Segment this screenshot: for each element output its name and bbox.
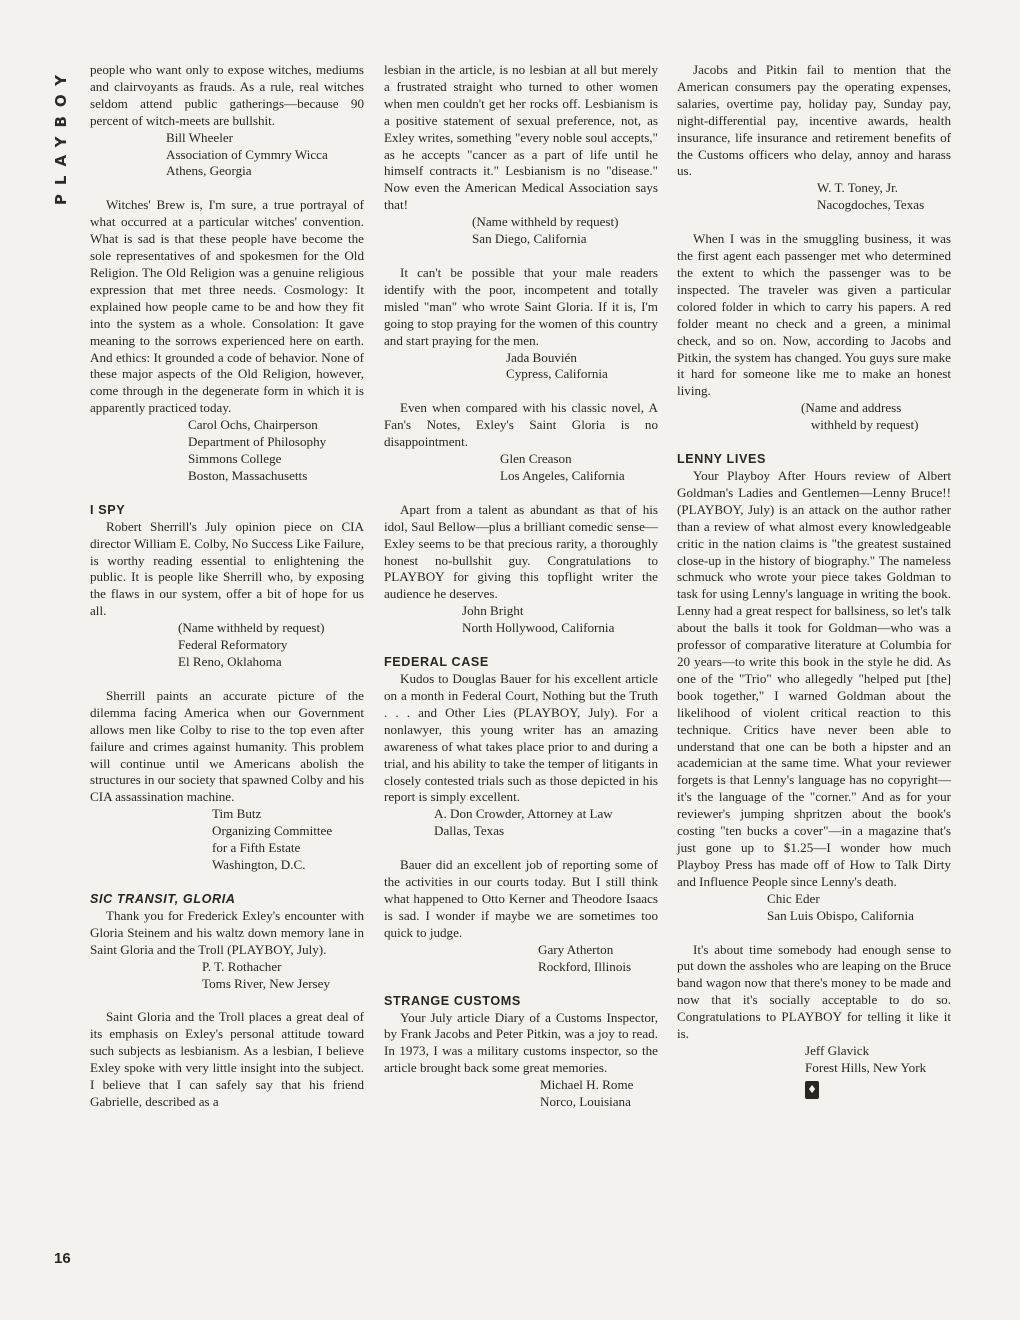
signature-line: North Hollywood, California [462, 620, 615, 636]
spacer [384, 637, 658, 654]
letters-column-3 [677, 62, 951, 1099]
letter-paragraph: Jacobs and Pitkin fail to mention that the American consumers pay the operating expenses, salaries, overtime pay, holiday pay, Sunday pay, night-differential pay, incentive awards, health insurance, life insurance and retirement benefits of the Customs officers who delay, annoy and harass us. [677, 62, 951, 179]
section-heading: I SPY [90, 502, 126, 517]
letter-signature [384, 942, 658, 976]
page-number: 16 [54, 1250, 71, 1267]
rabbit-logo-container [677, 1081, 951, 1099]
signature-line: Cypress, California [506, 366, 608, 382]
section-heading: LENNY LIVES [677, 452, 766, 467]
signature-line: Glen Creason [500, 451, 572, 467]
signature-line: Jeff Glavick [805, 1042, 870, 1058]
spacer [384, 840, 658, 857]
spacer [90, 874, 364, 891]
spacer [677, 925, 951, 942]
letter-signature [384, 451, 658, 485]
letter-paragraph: Kudos to Douglas Bauer for his excellent article on a month in Federal Court, Nothing but the Truth . . . and Other Lies (PLAYBOY, July). For a nonlawyer, this young writer has an amazing awareness of what takes place prior to and during a trial, and his ability to take the temper of litigants in closely contested trials such as those depicted in his report is simply excellent. [384, 671, 658, 805]
letter-signature [677, 180, 951, 214]
spacer [90, 485, 364, 502]
letter-signature [384, 214, 658, 248]
signature-line: Federal Reformatory [178, 637, 288, 653]
letter-paragraph: Robert Sherrill's July opinion piece on CIA director William E. Colby, No Success Like Failure, is worthy reading essential to enlightening the public. It is people like Sherrill who, by exposing the flaws in our system, offer a bit of hope for us all. [90, 518, 364, 619]
letters-column-2 [384, 62, 658, 1111]
signature-line: Forest Hills, New York [805, 1059, 927, 1075]
signature-line: El Reno, Oklahoma [178, 654, 282, 669]
signature-line: (Name withheld by request) [472, 214, 619, 230]
letter-signature [90, 806, 364, 874]
letter-signature [384, 1077, 658, 1111]
signature-line: Norco, Louisiana [540, 1094, 631, 1110]
letter-paragraph: It's about time somebody had enough sense to put down the assholes who are leaping on the Bruce band wagon now that there's money to be made and now that it's socially acceptable to do so. Congratulations to PLAYBOY for telling it like it is. [677, 941, 951, 1042]
signature-line: Carol Ochs, Chairperson [188, 417, 318, 433]
signature-line: Gary Atherton [538, 941, 614, 957]
letter-signature [90, 130, 364, 181]
letter-signature [677, 400, 951, 434]
signature-line: Los Angeles, California [500, 467, 625, 483]
letter-paragraph: Your Playboy After Hours review of Albert Goldman's Ladies and Gentlemen—Lenny Bruce!! (PLAYBOY, July) is an attack on the author rather than a review of what almost every knowledgeable critic in the nation claims is "the greatest sustained close-up in the history of biography." The nameless schmuck who wrote your piece takes Goldman to task for using Lenny's language in writing the book. Lenny had a great respect for ballsiness, so let's talk about the balls it took for Goldman—who was a professor of comparative literature at Columbia for 20 years—to write this book in the style he did. As one of the "Trio" who allegedly "helped put [the] book together," I warned Goldman about the likelihood of violent critical reaction to this technique. Critics have never been able to understand that one can be both a hipster and an academician at the same time. What your reviewer forgets is that Lenny's language has no copyright—it's the language of the "corner." And as for your reviewer's jumping shpritzen about the book's costing "ten bucks a cover"—in a magazine that's just gone up to $1.25—I wonder how much Playboy Press has made off of How to Talk Dirty and Influence People since Lenny's death. [677, 468, 951, 889]
letter-signature [90, 959, 364, 993]
letter-paragraph: Your July article Diary of a Customs Inspector, by Frank Jacobs and Peter Pitkin, was a joy to read. In 1973, I was a military customs inspector, so the article brought back some great memories. [384, 1009, 658, 1076]
signature-line: W. T. Toney, Jr. [817, 180, 899, 196]
signature-line: San Diego, California [472, 231, 587, 247]
spacer [384, 485, 658, 502]
letter-paragraph: It can't be possible that your male readers identify with the poor, incompetent and totally misled "man" who wrote Saint Gloria. If it is, I'm going to stop praying for the women of this country and start praying for the men. [384, 264, 658, 348]
signature-line: John Bright [462, 603, 524, 619]
signature-line: (Name withheld by request) [178, 620, 325, 636]
letter-paragraph: Witches' Brew is, I'm sure, a true portrayal of what occurred at a particular witches' convention. What is sad is that these people have become the sole representatives of and spokesmen for the Old Religion. The Old Religion was a genuine religious expression that met three needs. Cosmology: It explained how people came to be and how they fit into the system as a whole. Consolation: It gave meaning to the sorrows experienced here on earth. And ethics: It grounded a code of behavior. None of these major aspects of the Old Religion, however, come through in the degenerate form in which it is apparently practiced today. [90, 197, 364, 416]
letter-signature [384, 603, 658, 637]
letter-signature [384, 806, 658, 840]
letters-column-1 [90, 62, 364, 1111]
letter-signature [384, 350, 658, 384]
spacer [677, 214, 951, 231]
signature-line: Simmons College [188, 450, 282, 466]
spacer [90, 180, 364, 197]
letter-signature [677, 1043, 951, 1077]
signature-line: (Name and address [801, 400, 902, 416]
section-heading: FEDERAL CASE [384, 655, 489, 670]
letter-signature [90, 620, 364, 671]
spacer [90, 671, 364, 688]
signature-line: Rockford, Illinois [538, 958, 632, 974]
signature-line: Chic Eder [767, 890, 820, 906]
signature-line: San Luis Obispo, California [767, 907, 914, 923]
letter-paragraph: Apart from a talent as abundant as that of his idol, Saul Bellow—plus a brilliant comedic sense—Exley seems to be that precious rarity, a thoroughly honest no-bullshit guy. Congratulations to PLAYBOY for giving this topflight writer the audience he deserves. [384, 501, 658, 602]
signature-line: Dallas, Texas [434, 823, 505, 839]
spacer [384, 383, 658, 400]
section-heading: SIC TRANSIT, GLORIA [90, 891, 236, 906]
letter-paragraph: Sherrill paints an accurate picture of the dilemma facing America when our Government allows men like Colby to rise to the top even after failure and crimes against humanity. This problem will continue until we Americans abolish the structures in our society that spawned Colby and his CIA assassination machine. [90, 687, 364, 805]
spacer [90, 992, 364, 1009]
spacer [677, 434, 951, 451]
rabbit-head-icon: ♦ [805, 1081, 819, 1099]
signature-line: Bill Wheeler [166, 129, 234, 145]
signature-line: A. Don Crowder, Attorney at Law [434, 806, 613, 822]
signature-line: Nacogdoches, Texas [817, 197, 925, 213]
letter-signature [677, 891, 951, 925]
letter-paragraph: people who want only to expose witches, mediums and clairvoyants as frauds. As a rule, real witches seldom attend public gatherings—because 90 percent of witch-meets are bullshit. [90, 62, 364, 128]
signature-line: Athens, Georgia [166, 163, 252, 179]
signature-line: Michael H. Rome [540, 1077, 634, 1093]
letter-paragraph: Thank you for Frederick Exley's encounter with Gloria Steinem and his waltz down memory lane in Saint Gloria and the Troll (PLAYBOY, July). [90, 907, 364, 957]
signature-line: Tim Butz [212, 806, 262, 822]
letter-paragraph: When I was in the smuggling business, it was the first agent each passenger met who determined the extent to which the passenger was to be inspected. The traveler was given a particular colored folder in which to carry his papers. A red folder meant no check and a green, a minimal check, and so on. Now, according to Jacobs and Pitkin, the system has changed. You guys sure make it hard for someone like me to make an honest living. [677, 231, 951, 399]
spacer [384, 976, 658, 993]
signature-line: Toms River, New Jersey [202, 975, 331, 991]
masthead: PLAYBOY [52, 66, 70, 206]
letter-paragraph: lesbian in the article, is no lesbian at all but merely a frustrated straight who turned to other women when men couldn't get her rocks off. Lesbianism is a positive statement of sexual preference, not, as Exley writes, something "every noble soul accepts," as he accepts "cancer as a part of life until he himself contracts it." Lesbianism is no "disease." Now even the American Medical Association says that! [384, 62, 658, 213]
signature-line: P. T. Rothacher [202, 958, 282, 974]
signature-line: Jada Bouvién [506, 349, 577, 365]
letter-paragraph: Even when compared with his classic novel, A Fan's Notes, Exley's Saint Gloria is no disappointment. [384, 400, 658, 450]
signature-line: Association of Cymmry Wicca [166, 146, 328, 162]
signature-line: Organizing Committee [212, 823, 333, 839]
signature-line: for a Fifth Estate [212, 840, 301, 856]
signature-line: Boston, Massachusetts [188, 467, 308, 483]
spacer [384, 248, 658, 265]
letter-paragraph: Saint Gloria and the Troll places a great deal of its emphasis on Exley's personal attitude toward such subjects as lesbianism. As a lesbian, I believe Exley spoke with very little insight into the subject. I believe that I can safely say that his friend Gabrielle, described as a [90, 1009, 364, 1109]
signature-line: withheld by request) [801, 417, 919, 433]
letter-signature [90, 417, 364, 485]
signature-line: Washington, D.C. [212, 856, 306, 872]
letter-paragraph: Bauer did an excellent job of reporting some of the activities in our courts today. But I still think what happened to Otto Kerner and Theodore Isaacs is sad. I wonder if maybe we are sometimes too quick to judge. [384, 857, 658, 940]
section-heading: STRANGE CUSTOMS [384, 993, 521, 1008]
signature-line: Department of Philosophy [188, 434, 327, 450]
